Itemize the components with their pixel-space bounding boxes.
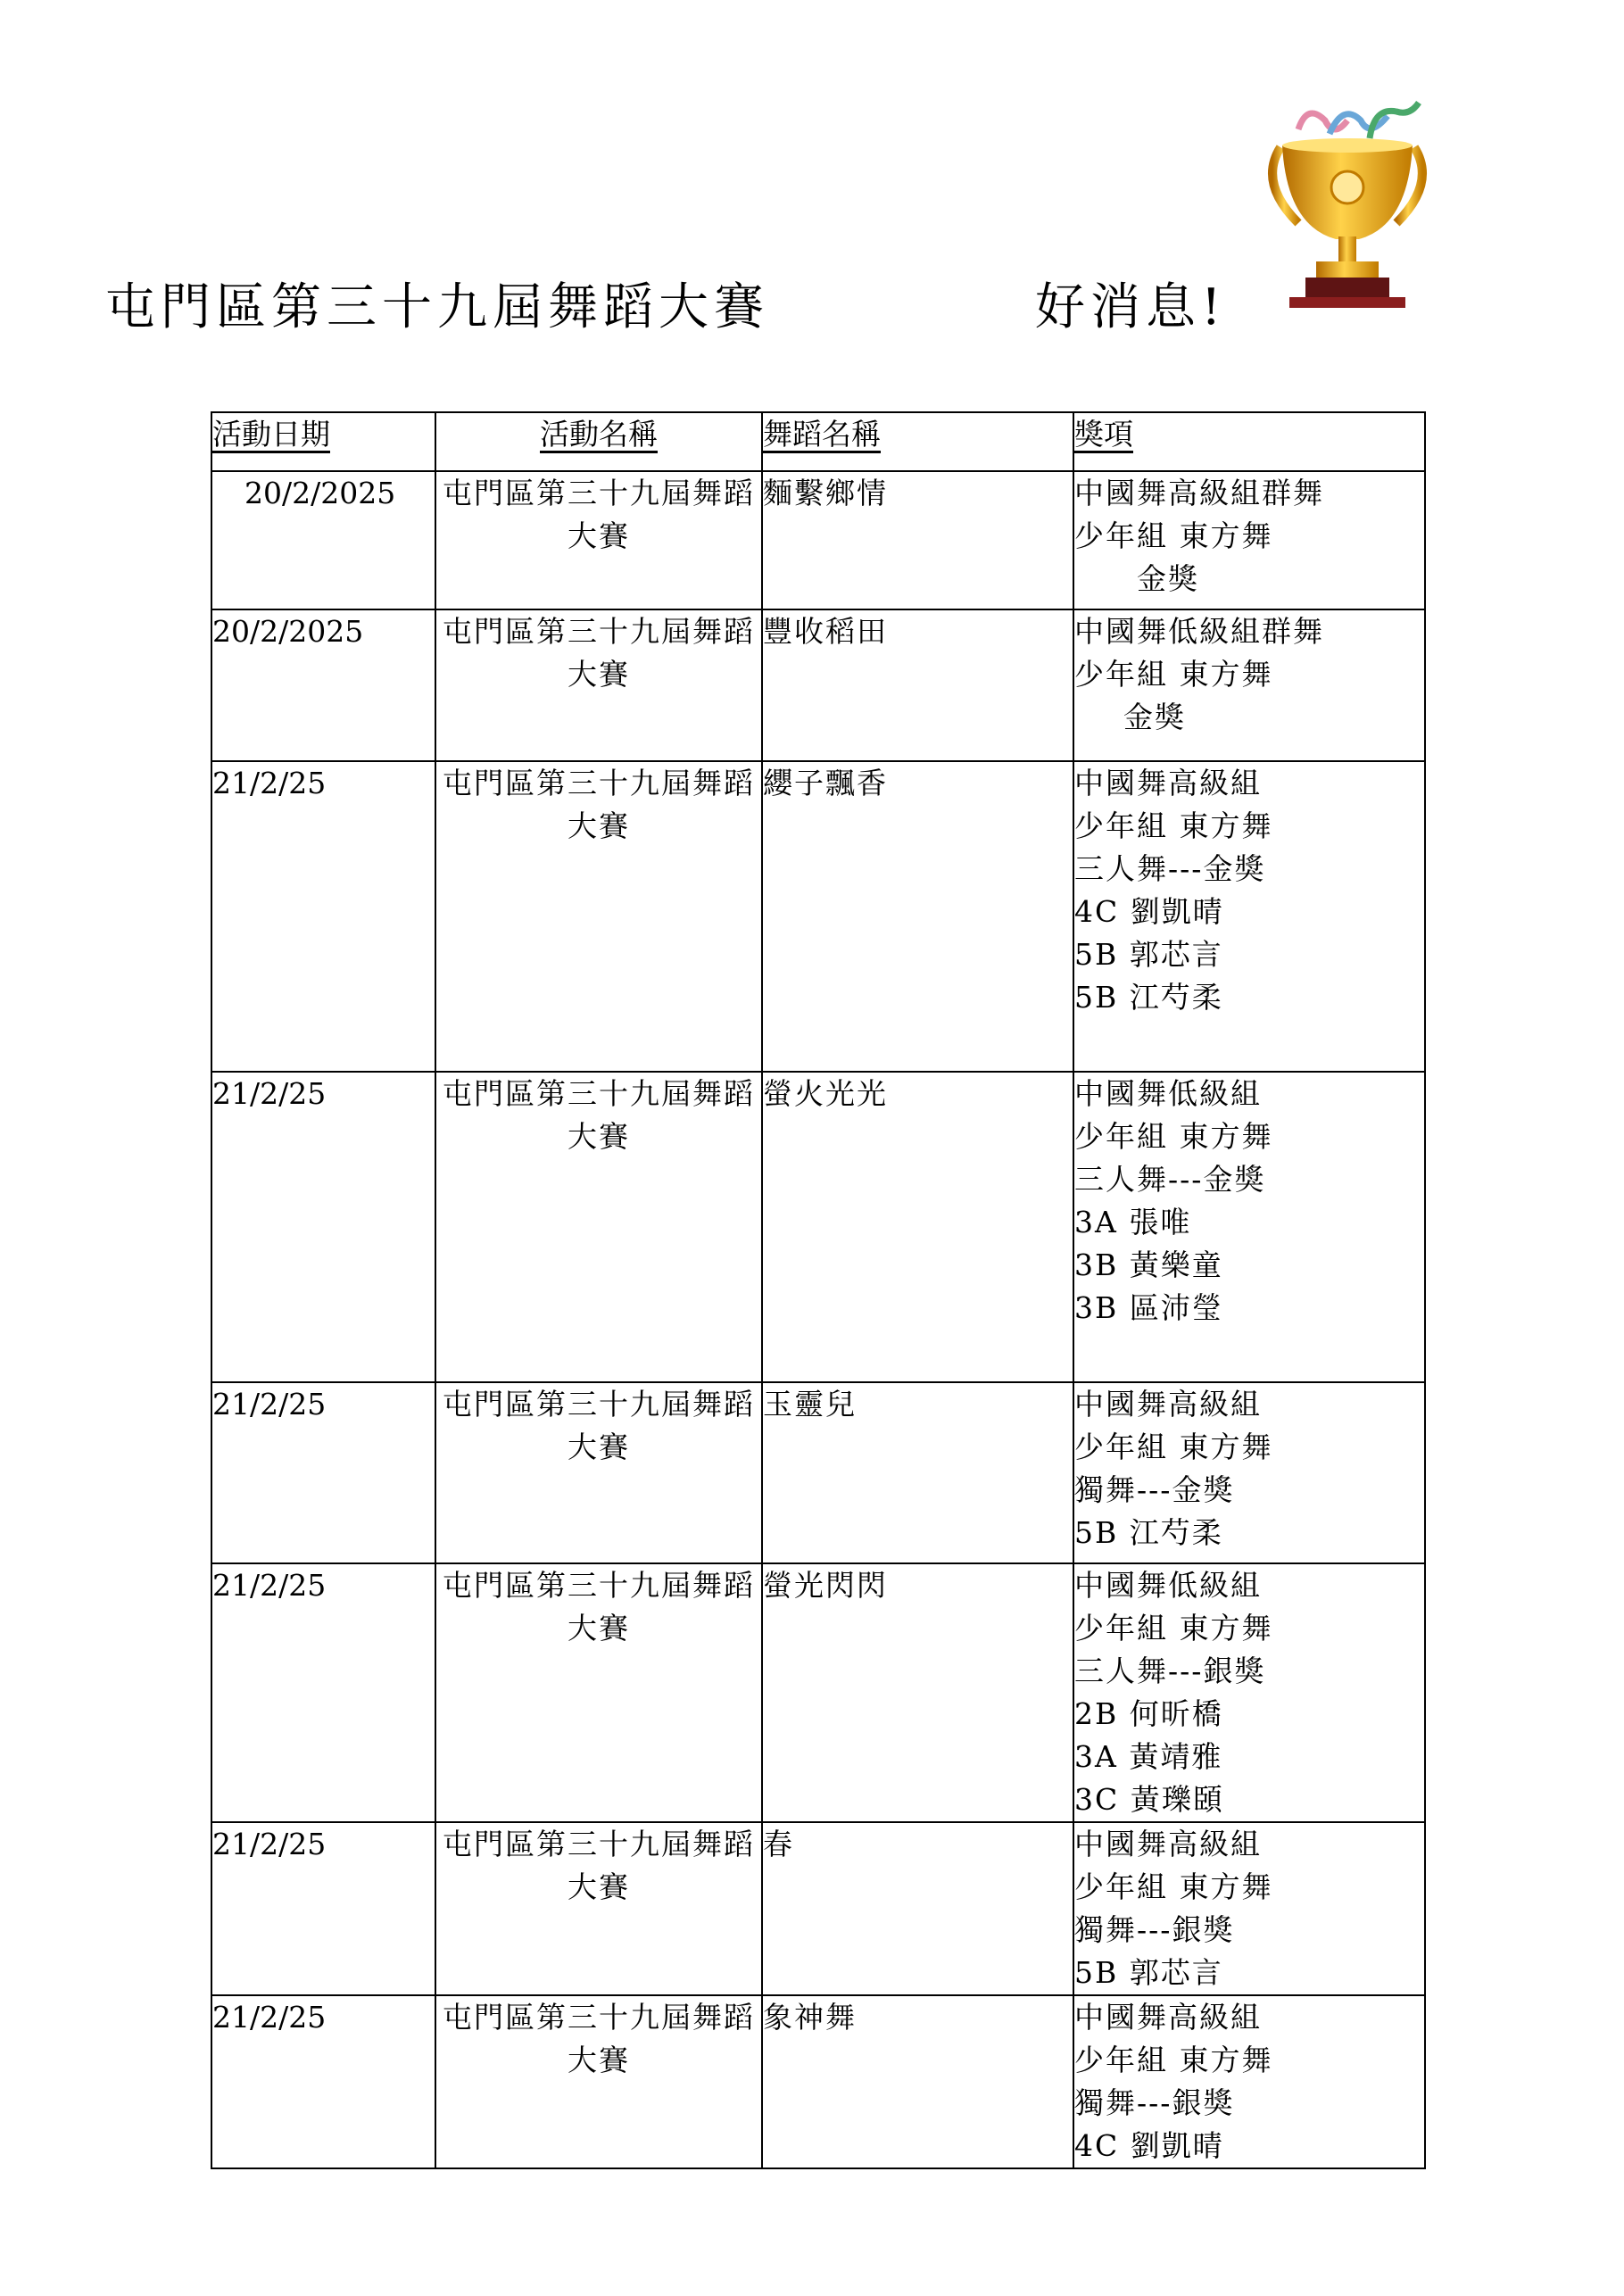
cell-date: 21/2/25 — [211, 1072, 435, 1382]
table-row — [211, 1563, 1425, 1822]
table-row — [211, 761, 1425, 1072]
cell-activity: 屯門區第三十九屆舞蹈大賽 — [435, 471, 762, 609]
cell-dance: 麵繫鄉情 — [762, 471, 1073, 609]
award-line: 3B 黃樂童 — [1074, 1247, 1223, 1282]
cell-dance: 纓子飄香 — [762, 761, 1073, 1072]
table-row — [211, 609, 1425, 761]
column-header-dance: 舞蹈名稱 — [762, 412, 1073, 471]
trophy-icon — [1263, 94, 1432, 327]
good-news-heading: 好消息! — [1035, 278, 1227, 336]
award-line: 3C 黃瓅頣 — [1074, 1782, 1224, 1817]
table-row — [211, 471, 1425, 609]
cell-date: 21/2/25 — [211, 1382, 435, 1563]
award-line: 中國舞高級組 — [1074, 1387, 1262, 1422]
awards-table — [211, 411, 1426, 2169]
award-line: 5B 郭芯言 — [1074, 937, 1223, 972]
award-line: 少年組 東方舞 — [1074, 1611, 1273, 1645]
cell-activity: 屯門區第三十九屆舞蹈大賽 — [435, 1382, 762, 1563]
award-line: 獨舞---銀獎 — [1074, 1912, 1235, 1947]
cell-award — [1073, 1822, 1425, 1995]
award-line: 5B 江芍柔 — [1074, 980, 1223, 1015]
column-header-date: 活動日期 — [211, 412, 435, 471]
award-line: 5B 江芍柔 — [1074, 1515, 1223, 1550]
cell-dance: 玉靈兒 — [762, 1382, 1073, 1563]
award-line: 少年組 東方舞 — [1074, 1119, 1273, 1154]
table-row — [211, 1382, 1425, 1563]
award-line: 金獎 — [1137, 561, 1199, 596]
cell-award — [1073, 1382, 1425, 1563]
column-header-activity: 活動名稱 — [435, 412, 762, 471]
award-line: 4C 劉凱晴 — [1074, 894, 1224, 929]
cell-date: 21/2/25 — [211, 1822, 435, 1995]
award-line: 中國舞低級組 — [1074, 1568, 1262, 1603]
cell-award — [1073, 1563, 1425, 1822]
cell-award — [1073, 1995, 1425, 2168]
cell-date: 20/2/2025 — [211, 471, 435, 609]
cell-dance: 象神舞 — [762, 1995, 1073, 2168]
award-line: 少年組 東方舞 — [1074, 657, 1273, 692]
award-line: 三人舞---銀獎 — [1074, 1654, 1266, 1688]
cell-award — [1073, 1072, 1425, 1382]
award-line: 中國舞高級組 — [1074, 1827, 1262, 1861]
cell-date: 21/2/25 — [211, 1995, 435, 2168]
table-row — [211, 1995, 1425, 2168]
award-line: 中國舞高級組 — [1074, 766, 1262, 800]
award-line: 中國舞低級組群舞 — [1074, 614, 1324, 649]
cell-date: 21/2/25 — [211, 761, 435, 1072]
award-line: 少年組 東方舞 — [1074, 2043, 1273, 2077]
award-line: 4C 劉凱晴 — [1074, 2128, 1224, 2163]
cell-date: 21/2/25 — [211, 1563, 435, 1822]
cell-dance: 春 — [762, 1822, 1073, 1995]
table-row — [211, 1822, 1425, 1995]
cell-award — [1073, 761, 1425, 1072]
award-line: 三人舞---金獎 — [1074, 851, 1266, 886]
award-line: 獨舞---銀獎 — [1074, 2085, 1235, 2120]
cell-date: 20/2/2025 — [211, 609, 435, 761]
cell-activity: 屯門區第三十九屆舞蹈大賽 — [435, 1995, 762, 2168]
award-line: 三人舞---金獎 — [1074, 1162, 1266, 1197]
award-line: 2B 何昕橋 — [1074, 1696, 1223, 1731]
award-line: 5B 郭芯言 — [1074, 1955, 1223, 1990]
column-header-award: 獎項 — [1073, 412, 1425, 471]
award-line: 少年組 東方舞 — [1074, 518, 1273, 553]
award-line: 獨舞---金獎 — [1074, 1472, 1235, 1507]
cell-award — [1073, 609, 1425, 761]
award-line: 中國舞低級組 — [1074, 1076, 1262, 1111]
cell-award — [1073, 471, 1425, 609]
cell-activity: 屯門區第三十九屆舞蹈大賽 — [435, 1563, 762, 1822]
cell-activity: 屯門區第三十九屆舞蹈大賽 — [435, 761, 762, 1072]
page-title: 屯門區第三十九屆舞蹈大賽 — [105, 278, 769, 336]
award-line: 少年組 東方舞 — [1074, 808, 1273, 843]
table-header-row — [211, 412, 1425, 471]
award-line: 少年組 東方舞 — [1074, 1869, 1273, 1904]
table-row — [211, 1072, 1425, 1382]
award-line: 中國舞高級組 — [1074, 2000, 1262, 2035]
cell-activity: 屯門區第三十九屆舞蹈大賽 — [435, 1072, 762, 1382]
award-line: 3B 區沛瑩 — [1074, 1290, 1223, 1325]
cell-dance: 螢光閃閃 — [762, 1563, 1073, 1822]
cell-dance: 螢火光光 — [762, 1072, 1073, 1382]
cell-activity: 屯門區第三十九屆舞蹈大賽 — [435, 1822, 762, 1995]
award-line: 3A 張唯 — [1074, 1205, 1192, 1239]
award-line: 中國舞高級組群舞 — [1074, 476, 1324, 510]
cell-activity: 屯門區第三十九屆舞蹈大賽 — [435, 609, 762, 761]
award-line: 金獎 — [1123, 700, 1186, 734]
award-line: 3A 黃靖雅 — [1074, 1739, 1223, 1774]
cell-dance: 豐收稻田 — [762, 609, 1073, 761]
award-line: 少年組 東方舞 — [1074, 1430, 1273, 1464]
